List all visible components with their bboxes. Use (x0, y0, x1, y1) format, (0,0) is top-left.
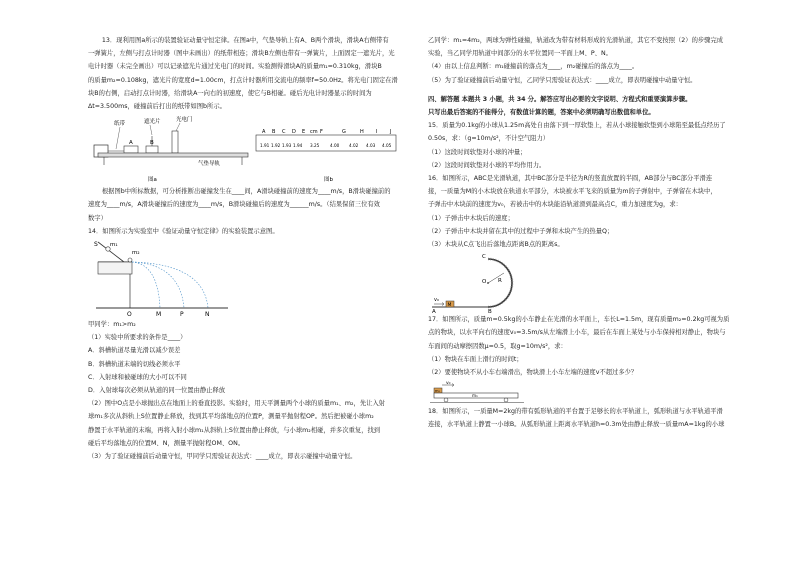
pointer-line (150, 125, 152, 135)
label-v0: v₀ (446, 381, 451, 387)
label-r: R (498, 278, 502, 285)
label-a: A (432, 309, 436, 314)
q15-line: （1）这段时间软垫对小球的冲量； (428, 148, 527, 156)
right-column (428, 34, 750, 432)
caption-b: 图b (324, 177, 333, 184)
q17-line: （1）物块在车面上滑行的时间t； (428, 355, 523, 363)
pointer-line (116, 127, 120, 149)
label-guangdian: 光电门 (176, 117, 193, 124)
figure-17-svg (428, 379, 750, 405)
q14-title: 14．如图所示为实验室中《验证动量守恒定律》的实验装置示意图。 (88, 227, 279, 235)
wheel (504, 398, 508, 402)
q13-line: 速度为____m/s，A滑块碰撞后的速度为____m/s，B滑块碰撞后的速度为______m/s。（结果保留三位有效 (88, 201, 380, 209)
q14-item: 静置于水平轨道的末端，再将入射小球m₁从斜轨上S位置由静止释放，与小球m₂相碰，并多次重复，找到 (88, 426, 381, 434)
q14-line: 乙同学：m₁=4m₂，两球为弹性碰撞，轨道改为带有材料形成的光滑轨道，其它不变按照（2）的步骤完成 (428, 37, 724, 44)
figure-17 (428, 379, 750, 405)
wheel (444, 398, 448, 402)
tape-letter: E (302, 129, 306, 136)
q16-line: （2）子弹击中木块并留在其中的过程中子弹和木块产生的热量Q； (428, 227, 614, 235)
tape-letter: G (342, 129, 346, 136)
figure-b (256, 129, 396, 183)
tape-number: 1.92 (271, 143, 281, 149)
label-m: M (447, 303, 452, 309)
q14-item: （1）实验中所要求的条件是____） (88, 334, 187, 342)
label-n: N (205, 311, 210, 319)
q14-option: A．斜槽轨道尽量光滑以减少误差 (88, 347, 181, 355)
q17-line: 车面间的动摩擦因数μ=0.5，取g=10m/s²，求： (428, 342, 567, 350)
tape-number: 1.94 (293, 143, 303, 149)
pointer-line (176, 123, 180, 131)
ball-m2 (128, 258, 132, 262)
label-s: S (94, 241, 98, 249)
figure-a (94, 115, 248, 183)
tape-number: 4.02 (349, 143, 359, 149)
q13-line: 数字） (88, 214, 107, 222)
tape-number: 1.91 (260, 143, 270, 149)
q13-line: 块B的右侧，启动打点计时器，给滑块A一向右的初速度，使它与B相碰。碰后光电计时器显示的时间为 (88, 89, 372, 97)
label-v0: v₀ (434, 297, 439, 304)
q14-option: D．入射球每次必须从轨道的同一位置由静止释放 (88, 387, 226, 395)
q14-item: 碰后平均落地点的位置M、N，测量平抛射程OM、ON。 (88, 439, 245, 447)
label-m1: m₁ (472, 393, 478, 399)
q17-line: 17．如图所示，质量m=0.5kg的小车静止在光滑的水平面上，车长L=1.5m，现有质量m₂=0.2kg可视为质 (428, 316, 730, 324)
label-daogui: 气垫导轨 (198, 161, 221, 168)
label-p: P (180, 311, 184, 319)
trajectory-m (132, 262, 160, 308)
section-title: 四、解答题 本题共 3 小题，共 34 分。解答应写出必要的文字说明、方程式和重要演算步骤。 (428, 95, 692, 103)
figure-13 (88, 113, 400, 185)
q13-line: 根据图b中所标数据，可分析推断出碰撞发生在____间，A滑块碰撞前的速度为____m/s，B滑块碰撞前的 (101, 188, 391, 196)
trajectory-p (132, 262, 184, 308)
photogate (172, 131, 178, 153)
q14-item: （3）为了验证碰撞前后动量守恒，甲同学只需验证表达式：____成立，即表示碰撞中动量守恒。 (88, 453, 357, 461)
q14-option: C．入射球和被碰球的大小可以不同 (88, 373, 187, 381)
q14-item: （2）图中O点是小球抛出点在地面上的垂直投影。实验时，用天平测量两个小球的质量m₁、m₂，先让入射 (88, 400, 386, 408)
label-a: A (129, 140, 133, 147)
air-track (98, 153, 248, 157)
q15-line: （2）这段时间软垫对小球的平均作用力。 (428, 161, 546, 169)
tape-letter: H (360, 129, 364, 136)
tape-letter: B (272, 129, 276, 136)
q18-line: 连接，水平轨道上静置一小球B。从弧形轨道上距离水平轨道h=0.3m处由静止释放一质量mA=1kg的小球 (428, 421, 725, 429)
tape-number: 4.03 (366, 143, 376, 149)
caption-a: 图a (148, 177, 157, 184)
q14-item: 球m₁多次从斜轨上S位置静止释放，找到其平均落地点的位置P，测量平抛射程OP。然后把被碰小球m₂ (88, 413, 374, 421)
tape-letter: I (376, 129, 378, 136)
q15-line: 15．质量为0.1kg的小球从1.25m高处自由落下到一厚软垫上，若从小球接触软垫到小球陷至最低点经历了 (428, 122, 726, 130)
q18-line: 18．如图所示，一质量M=2kg的带有弧形轨道的平台置于足够长的水平轨道上，弧形轨道与水平轨道平滑 (428, 408, 723, 416)
label-m2: m₂ (435, 389, 440, 394)
tape-letter: J (390, 129, 392, 136)
q16-line: （3）木块从C点飞出后落地点距离B点的距离s。 (428, 241, 564, 249)
figure-13-svg (88, 113, 400, 185)
label-b: B (150, 140, 154, 147)
label-zheguang: 遮光片 (144, 119, 161, 126)
track-support (98, 262, 132, 274)
label-zhidai: 纸带 (114, 121, 126, 128)
label-b: B (488, 309, 492, 314)
q13-line: 电计时器（未完全画出）可以记录遮光片通过光电门的时间。实验测得滑块A的质量m₁=0.310kg，滑块B (88, 63, 382, 71)
tape-number: 1.93 (282, 143, 292, 149)
q16-line: （1）子弹击中木块后的速度； (428, 214, 514, 222)
tape-number: 4.05 (382, 143, 392, 149)
slider-b (146, 146, 158, 153)
label-o: O (127, 311, 132, 319)
figure-16-svg (428, 251, 750, 313)
tape-unit: cm (310, 129, 318, 136)
q13-line: 一弹簧片，左侧与打点计时器（图中未画出）的纸带相连；滑块B左侧也带有一弹簧片，上面固定一遮光片，光 (88, 50, 395, 58)
label-m1: m₁ (110, 242, 118, 249)
section-note: 只写出最后答案的不能得分，有数值计算的题，答案中必须明确写出数值和单位。 (428, 109, 655, 117)
q17-line: （2）要使物块不从小车右端滑出，物块滑上小车左端的速度v不超过多少？ (428, 369, 638, 377)
figure-14-svg (88, 238, 400, 318)
q14-option: B．斜槽轨道末端的切线必须水平 (88, 360, 181, 368)
label-c: C (482, 254, 486, 261)
q14-condition: 甲同学：m₁>m₂ (88, 321, 136, 329)
figure-16 (428, 251, 750, 313)
q14-line: （4）由以上信息判断：m₁碰撞前的落点为____，m₂碰撞后的落点为____。 (428, 63, 639, 71)
q13-line: Δt=3.500ms，碰撞前后打出的纸带如图b所示。 (88, 103, 226, 111)
q16-line: 子弹击中木块前的速度为v₀，若被击中的木块能沿轨道滑到最高点C，重力加速度为g，求： (428, 201, 682, 209)
q13-line: 13．现利用图a所示的装置验证动量守恒定律。在图a中，气垫导轨上有A、B两个滑块，滑块A右侧带有 (101, 37, 389, 44)
q14-line: （5）为了验证碰撞前后动量守恒，乙同学只需验证表达式：____成立，即表明碰撞中动量守恒。 (428, 76, 697, 84)
tape-letter: C (282, 129, 286, 136)
label-m: M (156, 311, 162, 319)
q14-line: 实验，当乙同学用轨道中间部分的水平位置同一平面上M、P、N。 (428, 50, 612, 58)
q13-line: 的质量m₂=0.108kg，遮光片的宽度d=1.00cm，打点计时器所用交流电的频率f=50.0Hz。将光电门固定在滑 (88, 76, 398, 84)
q17-line: 点的物块，以水平向右的速度v₀=3.5m/s从左端滑上小车，最后在车面上某处与小车保持相对静止，物块与 (428, 329, 726, 337)
tape-letter: F (320, 129, 323, 136)
slider-a (124, 146, 138, 153)
q16-line: 接，一质量为M的小木块放在轨道水平部分，木块被水平飞来的质量为m的子弹射中，子弹留在木块中， (428, 188, 717, 196)
tape-letter: D (292, 129, 296, 136)
trajectory-n (132, 262, 208, 308)
figure-14 (88, 238, 400, 318)
tape-number: 4.00 (330, 143, 340, 149)
tape-number: 3.25 (310, 143, 320, 149)
label-o: O (482, 279, 487, 286)
center-dot (487, 282, 489, 284)
q15-line: 0.50s，求：（g=10m/s²，不计空气阻力） (428, 135, 550, 143)
tape-letter: A (262, 129, 266, 136)
left-column (88, 34, 400, 463)
q16-line: 16．如图所示，ABC是光滑轨道，其中BC部分是半径为R的竖直放置的半圆，AB部分与BC部分平滑连 (428, 175, 713, 183)
label-m2: m₂ (132, 250, 140, 257)
